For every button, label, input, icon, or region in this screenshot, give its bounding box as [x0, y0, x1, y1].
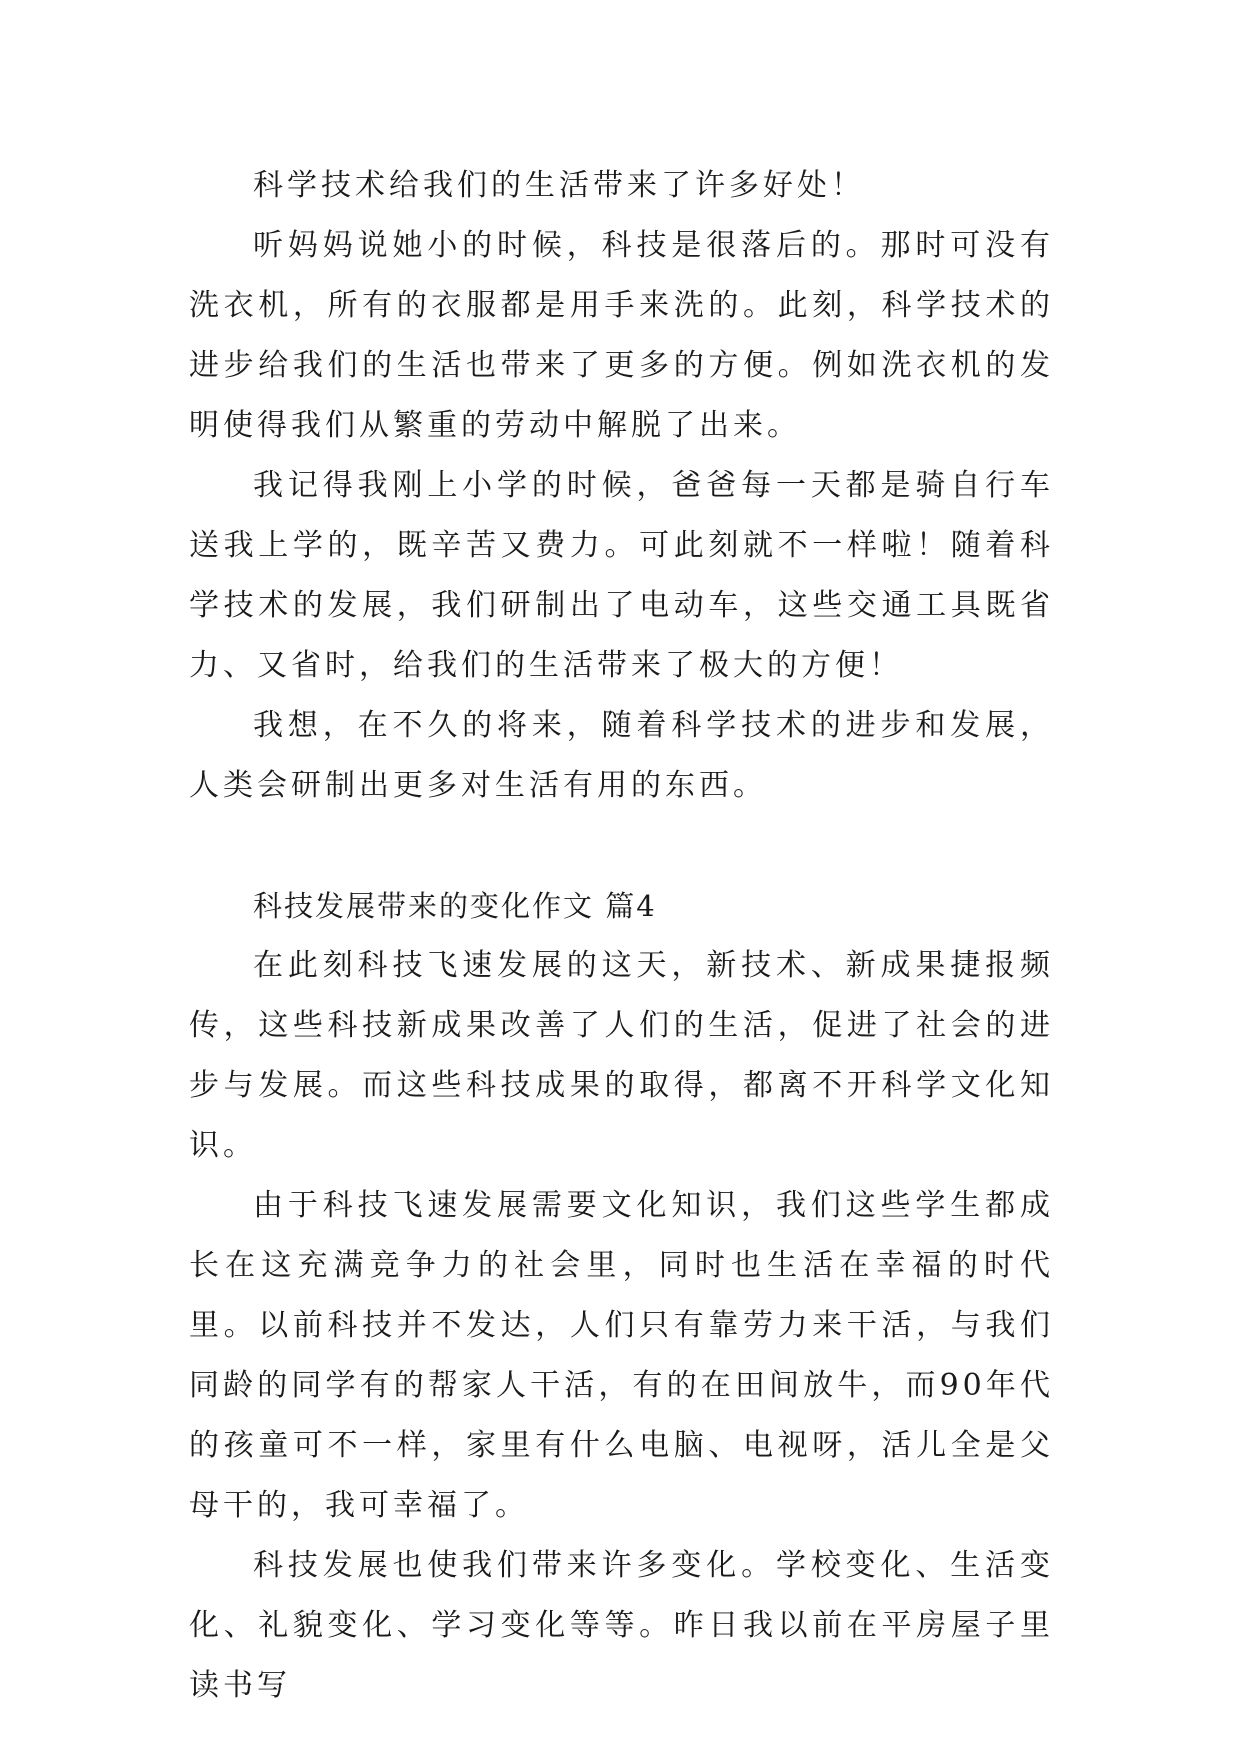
paragraph: 听妈妈说她小的时候，科技是很落后的。那时可没有洗衣机，所有的衣服都是用手来洗的。此刻，科学技术的进步给我们的生活也带来了更多的方便。例如洗衣机的发明使得我们从繁重的劳动中解脱了出来。 [189, 228, 1054, 443]
paragraph: 在此刻科技飞速发展的这天，新技术、新成果捷报频传，这些科技新成果改善了人们的生活，促进了社会的进步与发展。而这些科技成果的取得，都离不开科学文化知识。 [189, 948, 1054, 1163]
paragraph: 我记得我刚上小学的时候，爸爸每一天都是骑自行车送我上学的，既辛苦又费力。可此刻就不一样啦！随着科学技术的发展，我们研制出了电动车，这些交通工具既省力、又省时，给我们的生活带来了极大的方便！ [189, 468, 1054, 683]
paragraph: 我想，在不久的将来，随着科学技术的进步和发展，人类会研制出更多对生活有用的东西。 [189, 708, 1054, 803]
paragraph: 科学技术给我们的生活带来了许多好处！ [253, 168, 865, 203]
paragraph: 科技发展也使我们带来许多变化。学校变化、生活变化、礼貌变化、学习变化等等。昨日我以前在平房屋子里读书写 [189, 1548, 1054, 1703]
section-heading: 科技发展带来的变化作文 篇4 [253, 889, 657, 923]
document-body [189, 156, 1054, 1716]
paragraph: 由于科技飞速发展需要文化知识，我们这些学生都成长在这充满竞争力的社会里，同时也生活在幸福的时代里。以前科技并不发达，人们只有靠劳力来干活，与我们同龄的同学有的帮家人干活，有的在田间放牛，而90年代的孩童可不一样，家里有什么电脑、电视呀，活儿全是父母干的，我可幸福了。 [189, 1188, 1054, 1523]
